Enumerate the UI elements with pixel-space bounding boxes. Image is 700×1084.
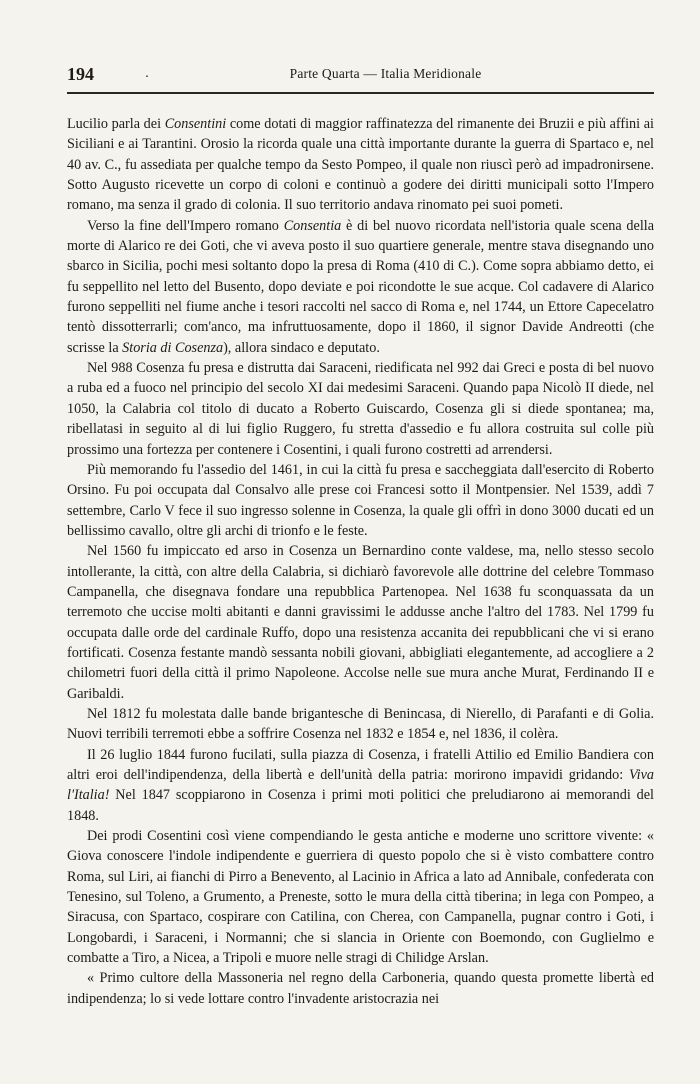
paragraph [67,704,654,745]
page-header [67,62,654,86]
page-number: 194 [67,63,94,84]
paragraph [67,745,654,826]
paragraph-text: Dei prodi Cosentini così viene compendiando le gesta antiche e moderne uno scrittore vivente: « Giova conoscere l'indole indipendente e guerriera di questo popolo che si è visto combattere contro Roma, sul Liri, ai fianchi di Pirro a Benevento, al Lacinio in Africa a lato ad Annibale, confederata con Tenesino, sul Toleno, a Grumento, a Preneste, sotto le mura della città tiberina; in lega con Pompeo, a Siracusa, con Spartaco, cospirare con Catilina, con Cherea, con Campanella, pugnar contro i Goti, i Longobardi, i Saraceni, i Normanni; che si slancia in Oriente con Boemondo, con Guglielmo e combatte a Tiro, a Nicea, a Tripoli e muore nelle stragi di Chilidge Arslan. [67,828,654,967]
paragraph-text: Verso la fine dell'Impero romano [87,217,284,234]
italic-text: Consentia [283,217,342,234]
paragraph-text: Nel 1812 fu molestata dalle bande brigantesche di Benincasa, di Nierello, di Parafanti e di Golia. Nuovi terribili terremoti ebbe a soffrire Cosenza nel 1832 e 1854 e, nel 1836, il colèra. [67,705,654,743]
paragraph [67,216,654,358]
paragraph [67,968,654,1009]
paragraph-text: Nel 988 Cosenza fu presa e distrutta dai Saraceni, riedificata nel 992 dai Greci e posta di bel nuovo a ruba ed a fuoco nel principio del secolo XI dai medesimi Saraceni. Quando papa Nicolò II diede, nel 1050, la Calabria col titolo di ducato a Roberto Guiscardo, Cosenza gli si diede spontanea; ma, ribellatasi in seguito al di lui figlio Ruggero, fu stretta d'assedio e fu allora costruita sul colle più prossimo una fortezza per contenere i Cosentini, i quali furono costretti ad arrendersi. [67,360,654,458]
paragraph-text: Nel 1560 fu impiccato ed arso in Cosenza un Bernardino conte valdese, ma, nello stesso secolo intollerante, la città, con altre della Calabria, si dichiarò favorevole alle dottrine del celebre Tommaso Campanella, che disegnava fondare una repubblica Partenopea. Nel 1638 fu sconquassata da un terremoto che uccise molti abitanti e danni gravissimi le addusse anche l'altro del 1783. Nel 1799 fu occupata dalle orde del cardinale Ruffo, dopo una resistenza accanita dei repubblicani che vi si erano fortificati. Cosenza festante mandò sessanta nobili giovani, abbigliati elegantemente, ad accogliere a 2 chilometri fuori della città il primo Napoleone. Accolse nelle sue mura anche Murat, Ferdinando II e Garibaldi. [67,543,654,702]
paragraph-text: Nel 1847 scoppiarono in Cosenza i primi moti politici che preludiarono ai memorandi del 1848. [67,787,654,824]
paragraph-text: Lucilio parla dei [67,116,165,132]
running-head: Parte Quarta — Italia Meridionale [289,66,482,81]
paragraph-text: è di bel nuovo ricordata nell'istoria quale scena della morte di Alarico re dei Goti, che vi aveva posto il suo quartiere generale, mentre stava disegnando uno sbarco in Sicilia, pochi mesi soltanto dopo la presa di Roma (410 di C.). Come sopra abbiamo detto, ei fu seppellito nel letto del Busento, dopo deviate e poi ricondotte le sue acque. Col cadavere di Alarico furono seppelliti nel fiume anche i tesori raccolti nel sacco di Roma e, nel 1744, un Ettore Capecelatro tentò dissotterrarli; com'anco, ma infruttuosamente, dopo il 1860, il signor Davide Andreotti (che scrisse la [67,217,655,356]
paragraph [67,460,654,541]
body-text [67,114,654,1009]
paragraph [67,826,654,968]
italic-text: Viva l'Italia! [67,767,654,804]
paragraph [67,358,654,460]
italic-text: Storia di Cosenza [122,339,224,356]
paragraph [67,541,654,704]
paragraph-text: Il 26 luglio 1844 furono fucilati, sulla piazza di Cosenza, i fratelli Attilio ed Emilio Bandiera con altri eroi dell'indipendenza, della libertà e dell'unità della patria: morirono impavidi gridando: [67,746,654,783]
paragraph-text: « Primo cultore della Massoneria nel regno della Carboneria, quando questa promette libertà ed indipendenza; lo si vede lottare contro l'invadente aristocrazia nei [67,970,654,1007]
paragraph-text: come dotati di maggior raffinatezza del rimanente dei Bruzii e più affini ai Siciliani e ai Tarantini. Orosio la ricorda quale una città importante durante la guerra di Spartaco e, nel 40 av. C., fu assediata per qualche tempo da Sesto Pompeo, il quale non riuscì però ad impadronirsene. Sotto Augusto ricevette un corpo di coloni e continuò a godere dei diritti municipali sotto l'Impero romano, ma senza il grado di colonia. Il suo territorio andava rinomato pei suoi pometi. [67,116,654,214]
header-separator: . [145,66,149,81]
italic-text: Consentini [164,116,227,132]
paragraph-text: ), allora sindaco e deputato. [223,339,380,356]
paragraph [67,114,654,216]
header-rule [67,92,654,94]
paragraph-text: Più memorando fu l'assedio del 1461, in cui la città fu presa e saccheggiata dall'esercito di Roberto Orsino. Fu poi occupata dal Consalvo alle prese coi Francesi sotto il Montpensier. Nel 1539, addì 7 settembre, Carlo V fece il suo ingresso solenne in Cosenza, la quale gli offrì in dono 3000 ducati ed un bellissimo cavallo, oltre gli archi di trionfo e le feste. [67,461,654,539]
